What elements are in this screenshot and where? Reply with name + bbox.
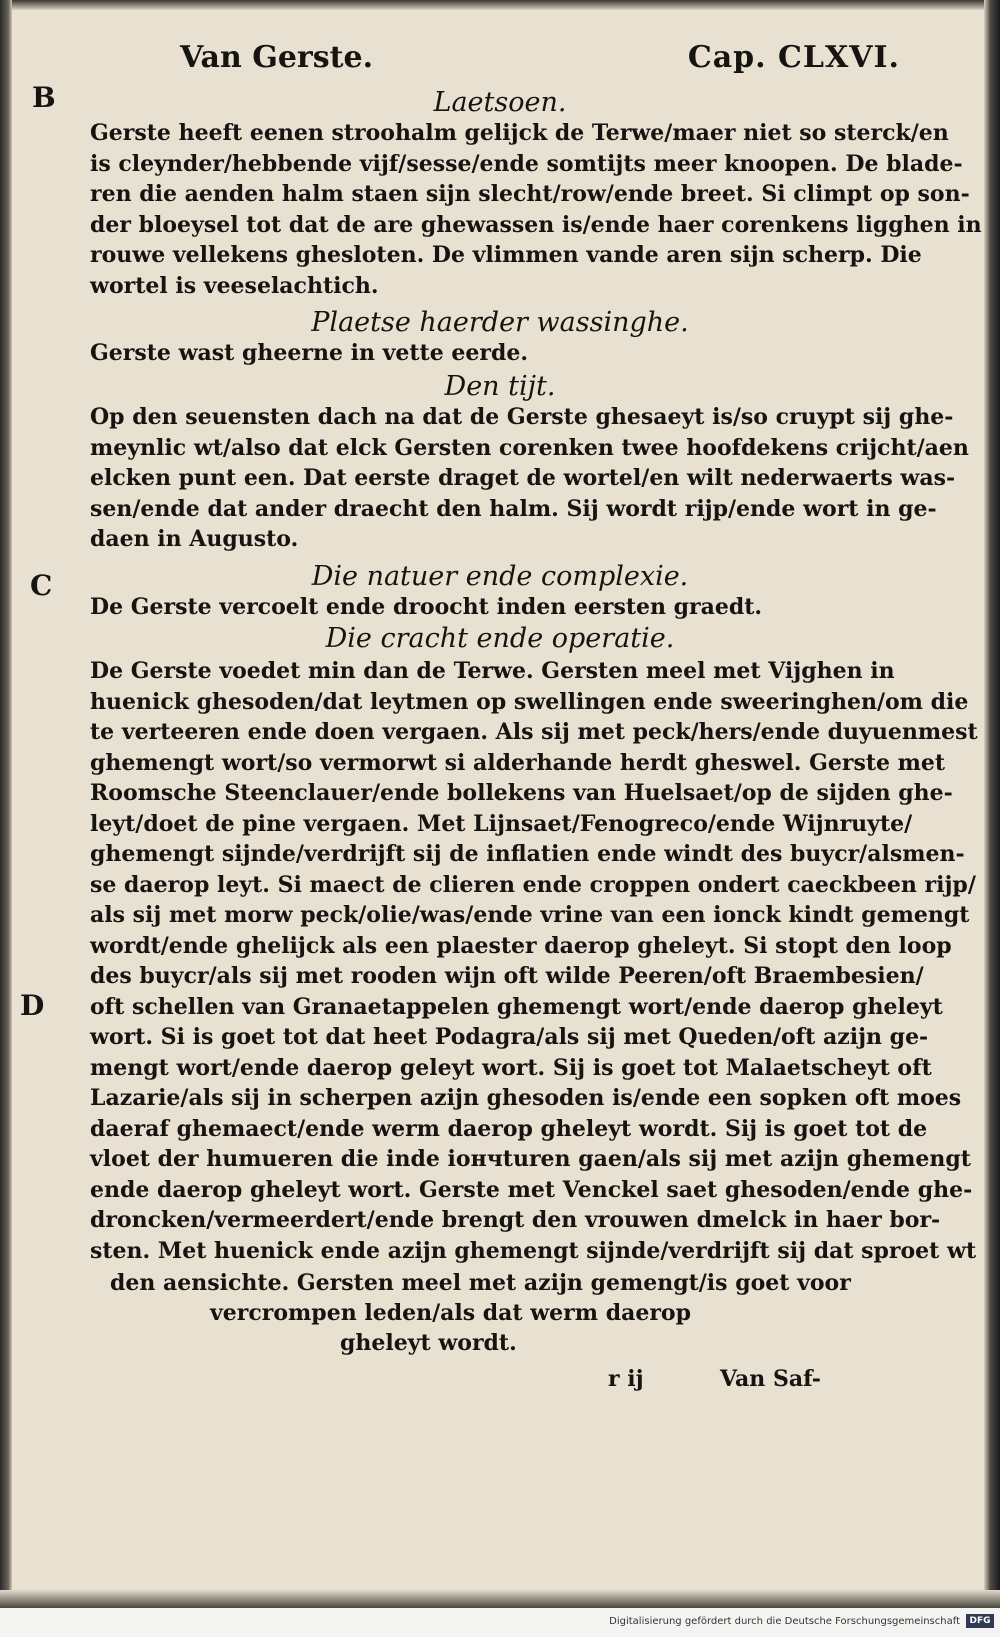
section-body-plaetse — [90, 338, 528, 369]
section-title-tijt: Den tijt. — [444, 371, 556, 402]
text-line: te verteeren ende doen vergaen. Als sij met peck/hers/ende duyuenmest — [90, 719, 978, 745]
text-line: rouwe vellekens ghesloten. De vlimmen vande aren sijn scherp. Die — [90, 242, 922, 268]
page-edge-right — [984, 0, 1000, 1608]
text-line: droncken/vermeerdert/ende brengt den vrouwen dmelck in haer bor- — [90, 1207, 941, 1233]
text-line: sen/ende dat ander draecht den halm. Sij wordt rijp/ende wort in ge- — [90, 495, 937, 522]
text-line: sten. Met huenick ende azijn ghemengt sijnde/verdrijft sij dat sproet wt — [90, 1237, 977, 1264]
section-body-natuer — [90, 592, 762, 623]
page-edge-left — [0, 0, 12, 1608]
text-line: vercrompen leden/als dat werm daerop — [210, 1300, 691, 1326]
text-line: se daerop leyt. Si maect de clieren ende croppen ondert caeckbeen rijp/ — [90, 871, 976, 898]
text-line: Roomsche Steenclauer/ende bollekens van Huelsaet/op de sijden ghe- — [90, 780, 953, 806]
dfg-logo: DFG — [966, 1614, 994, 1628]
running-head-title: Van Gerste. — [180, 40, 374, 75]
page-edge-top — [0, 0, 1000, 10]
section-title-cracht: Die cracht ende operatie. — [325, 623, 675, 654]
running-head — [180, 40, 900, 84]
text-line: oft schellen van Granaetappelen ghemengt wort/ende daerop gheleyt — [90, 993, 943, 1020]
section-body-tijt — [90, 402, 969, 555]
text-line: De Gerste voedet min dan de Terwe. Gersten meel met Vijghen in — [90, 658, 895, 684]
text-line: Op den seuensten dach na dat de Gerste ghesaeyt is/so cruypt sij ghe- — [90, 404, 954, 430]
marginal-letter-d: D — [20, 989, 45, 1022]
text-line: huenick ghesoden/dat leytmen op swellingen ende sweeringhen/om die — [90, 688, 969, 715]
section-title-plaetse: Plaetse haerder wassinghe. — [311, 307, 689, 338]
text-line: meynlic wt/also dat elck Gersten corenken twee hoofdekens crijcht/aen — [90, 434, 969, 461]
text-line: Gerste wast gheerne in vette eerde. — [90, 340, 528, 366]
text-line: als sij met morw peck/olie/was/ende vrine van een ionck kindt gemengt — [90, 902, 970, 928]
text-line: wordt/ende ghelijck als een plaester daerop gheleyt. Si stopt den loop — [90, 932, 952, 959]
text-line: mengt wort/ende daerop geleyt wort. Sij is goet tot Malaetscheyt oft — [90, 1054, 932, 1081]
signature-mark: r ij — [608, 1366, 644, 1392]
text-line: wort. Si is goet tot dat heet Podagra/als sij met Queden/oft azijn ge- — [90, 1024, 929, 1050]
text-line: ende daerop gheleyt wort. Gerste met Venckel saet ghesoden/ende ghe- — [90, 1176, 973, 1203]
section-body-cracht-tail-2 — [210, 1298, 691, 1329]
text-line: leyt/doet de pine vergaen. Met Lijnsaet/Fenogreco/ende Wijnruyte/ — [90, 810, 913, 837]
text-line: Gerste heeft eenen stroohalm gelijck de Terwe/maer niet so sterck/en — [90, 120, 949, 146]
text-line: gheleyt wordt. — [340, 1330, 517, 1356]
text-line: der bloeysel tot dat de are ghewassen is/ende haer corenkens ligghen in — [90, 211, 982, 238]
text-line: daen in Augusto. — [90, 526, 299, 552]
text-line: den aensichte. Gersten meel met azijn gemengt/is goet voor — [110, 1270, 851, 1296]
catchword: Van Saf- — [720, 1366, 821, 1392]
section-body-cracht-tail-3 — [340, 1328, 517, 1359]
section-body-cracht — [90, 656, 978, 1266]
credit-bar — [0, 1608, 1000, 1637]
page-content — [20, 24, 982, 1584]
text-line: vloet der humueren die inde iончturen gaen/als sij met azijn ghemengt — [90, 1146, 971, 1172]
running-head-chapter: Cap. CLXVI. — [687, 40, 900, 75]
text-line: ren die aenden halm staen sijn slecht/row/ende breet. Si climpt op son- — [90, 181, 970, 207]
text-line: ghemengt wort/so vermorwt si alderhande herdt gheswel. Gerste met — [90, 749, 946, 776]
marginal-letter-c: C — [30, 569, 53, 602]
section-body-cracht-tail-1 — [110, 1268, 851, 1299]
section-body-laetsoen — [90, 118, 982, 301]
text-line: des buycr/als sij met rooden wijn oft wilde Peeren/oft Braembesien/ — [90, 963, 924, 989]
text-line: daeraf ghemaect/ende werm daerop gheleyt wordt. Sij is goet tot de — [90, 1115, 928, 1142]
text-line: elcken punt een. Dat eerste draget de wortel/en wilt nederwaerts was- — [90, 465, 956, 491]
text-line: Lazarie/als sij in scherpen azijn ghesoden is/ende een sopken oft moes — [90, 1085, 962, 1111]
text-line: is cleynder/hebbende vijf/sesse/ende somtijts meer knoopen. De blade- — [90, 150, 963, 177]
section-title-laetsoen: Laetsoen. — [433, 87, 567, 118]
marginal-letter-b: B — [32, 81, 56, 114]
text-line: De Gerste vercoelt ende droocht inden eersten graedt. — [90, 594, 763, 620]
page-edge-bottom — [0, 1590, 1000, 1608]
section-title-natuer: Die natuer ende complexie. — [311, 561, 689, 592]
text-line: wortel is veeselachtich. — [90, 272, 379, 299]
funding-credit: Digitalisierung gefördert durch die Deutsche Forschungsgemeinschaft — [609, 1616, 960, 1627]
text-line: ghemengt sijnde/verdrijft sij de inflatien ende windt des buycr/alsmen- — [90, 841, 965, 867]
